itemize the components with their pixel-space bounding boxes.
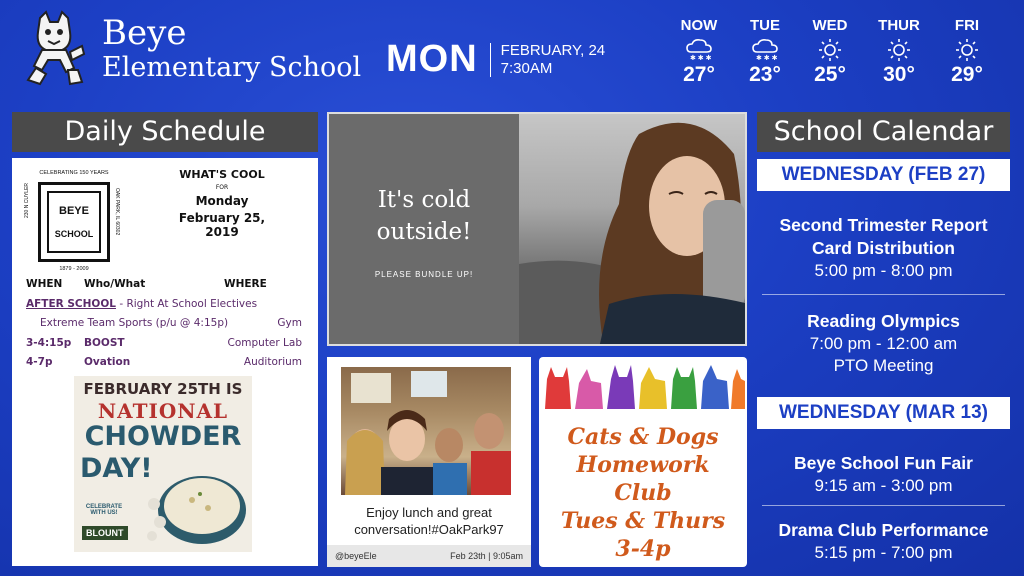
event-title: Beye School Fun Fair bbox=[794, 453, 973, 473]
svg-text:✱ ✱ ✱: ✱ ✱ ✱ bbox=[690, 55, 712, 61]
weather-fri bbox=[937, 17, 997, 87]
whats-cool-for: FOR bbox=[215, 184, 229, 191]
date-divider bbox=[490, 43, 491, 77]
event-title: Second Trimester Report bbox=[779, 215, 988, 235]
after-school-label: AFTER SCHOOL bbox=[26, 298, 116, 310]
stamp-years: 1879 - 2009 bbox=[59, 266, 89, 272]
event-title-line2: Card Distribution bbox=[812, 238, 955, 258]
club-line4: Tues & Thurs bbox=[560, 508, 726, 534]
stamp-left-text: 230 N CUYLER bbox=[24, 182, 30, 218]
date-time-block bbox=[386, 38, 605, 81]
cold-weather-title-line1: It's cold bbox=[377, 187, 471, 213]
stamp-inner-frame bbox=[47, 191, 101, 253]
chowder-bowl-image bbox=[144, 464, 248, 550]
calendar-date-mar13: WEDNESDAY (MAR 13) bbox=[757, 397, 1010, 429]
school-name-line2: Elementary School bbox=[102, 52, 362, 83]
weather-temp: 27° bbox=[683, 63, 715, 86]
row2-where: Computer Lab bbox=[227, 337, 302, 349]
weather-temp: 25° bbox=[814, 63, 846, 86]
chowder-line2: NATIONAL bbox=[97, 399, 229, 423]
snow-cloud-icon bbox=[751, 39, 779, 61]
cold-weather-banner bbox=[327, 112, 747, 346]
chowder-line1: FEBRUARY 25TH IS bbox=[83, 380, 243, 398]
club-line2: Homework bbox=[576, 452, 710, 478]
after-school-row bbox=[26, 298, 257, 310]
weather-now bbox=[669, 17, 729, 87]
daily-schedule-header: Daily Schedule bbox=[12, 112, 318, 152]
row1-where: Gym bbox=[277, 317, 302, 329]
daily-schedule-card bbox=[12, 158, 318, 566]
weather-label: THUR bbox=[878, 17, 920, 34]
sun-icon bbox=[956, 39, 978, 61]
club-line3: Club bbox=[614, 480, 672, 506]
after-school-desc: - Right At School Electives bbox=[115, 298, 258, 310]
social-post-user: @beyeEle bbox=[335, 551, 377, 561]
chowder-line4: DAY! bbox=[80, 453, 153, 484]
whats-cool-heading bbox=[162, 168, 282, 239]
school-name bbox=[102, 14, 361, 84]
sun-icon bbox=[819, 39, 841, 61]
event-note: PTO Meeting bbox=[833, 356, 934, 375]
row3-where: Auditorium bbox=[243, 356, 302, 368]
social-post-card bbox=[327, 357, 531, 567]
whats-cool-title: WHAT'S COOL bbox=[179, 168, 265, 181]
current-day: MON bbox=[386, 38, 478, 80]
event-time: 7:00 pm - 12:00 am bbox=[809, 334, 958, 353]
social-post-date: Feb 23th | 9:05am bbox=[450, 551, 523, 561]
cats-dogs-silhouettes-image bbox=[541, 359, 745, 411]
calendar-event-fun-fair bbox=[757, 452, 1010, 497]
row1-what: Extreme Team Sports (p/u @ 4:15p) bbox=[40, 317, 229, 329]
school-name-line1: Beye bbox=[102, 13, 187, 53]
svg-text:✱ ✱ ✱: ✱ ✱ ✱ bbox=[756, 55, 778, 61]
club-line1: Cats & Dogs bbox=[567, 424, 719, 450]
weather-label: FRI bbox=[954, 17, 980, 34]
social-post-text-line2: conversation!#OakPark97 bbox=[354, 522, 504, 537]
stamp-frame bbox=[38, 182, 110, 262]
club-line5: 3-4p bbox=[615, 536, 671, 562]
cold-weather-subtitle: PLEASE BUNDLE UP! bbox=[374, 270, 474, 279]
weather-tue bbox=[735, 17, 795, 87]
current-date: FEBRUARY, 24 bbox=[500, 41, 606, 59]
event-title: Reading Olympics bbox=[807, 311, 960, 331]
weather-label: WED bbox=[812, 17, 848, 34]
event-separator bbox=[762, 505, 1005, 506]
event-time: 5:15 pm - 7:00 pm bbox=[814, 543, 953, 562]
row3-what: Ovation bbox=[84, 356, 131, 368]
chowder-line3: CHOWDER bbox=[84, 421, 242, 452]
chowder-celebrate: CELEBRATE WITH US! bbox=[85, 504, 123, 516]
event-time: 5:00 pm - 8:00 pm bbox=[814, 261, 953, 280]
girl-in-winter-photo bbox=[519, 114, 747, 344]
calendar-event-report-cards bbox=[757, 214, 1010, 282]
cold-weather-text-panel bbox=[329, 114, 519, 344]
snow-cloud-icon bbox=[685, 39, 713, 61]
cold-weather-title bbox=[329, 184, 519, 248]
weather-wed bbox=[800, 17, 860, 87]
whats-cool-day: Monday bbox=[195, 194, 249, 208]
stamp-name1: BEYE bbox=[59, 205, 89, 217]
col-where: WHERE bbox=[224, 278, 267, 290]
weather-temp: 23° bbox=[749, 63, 781, 86]
cold-weather-title-line2: outside! bbox=[376, 219, 472, 245]
social-post-text-line1: Enjoy lunch and great bbox=[366, 505, 492, 520]
weather-thur bbox=[869, 17, 929, 87]
homework-club-card bbox=[539, 357, 747, 567]
col-when: WHEN bbox=[26, 278, 63, 290]
weather-label: TUE bbox=[750, 17, 780, 34]
row2-what: BOOST bbox=[84, 337, 125, 349]
school-calendar-header: School Calendar bbox=[757, 112, 1010, 152]
event-time: 9:15 am - 3:00 pm bbox=[814, 476, 953, 495]
weather-temp: 29° bbox=[951, 63, 983, 86]
whats-cool-date: February 25, 2019 bbox=[178, 211, 266, 239]
sun-icon bbox=[888, 39, 910, 61]
stamp-right-text: OAK PARK, IL 60302 bbox=[114, 188, 120, 236]
social-post-text bbox=[327, 504, 531, 538]
homework-club-text bbox=[539, 423, 747, 563]
calendar-date-feb27: WEDNESDAY (FEB 27) bbox=[757, 159, 1010, 191]
wildcat-mascot-logo bbox=[22, 10, 86, 88]
stamp-name2: SCHOOL bbox=[54, 229, 94, 239]
weather-label: NOW bbox=[680, 17, 718, 34]
social-post-footer bbox=[327, 545, 531, 567]
school-stamp bbox=[24, 170, 120, 274]
chowder-day-poster bbox=[74, 376, 252, 552]
weather-temp: 30° bbox=[883, 63, 915, 86]
col-who-what: Who/What bbox=[84, 278, 146, 290]
calendar-event-drama-club bbox=[757, 519, 1010, 564]
stamp-top-text: CELEBRATING 150 YEARS bbox=[39, 170, 109, 176]
event-title: Drama Club Performance bbox=[778, 520, 989, 540]
row3-when: 4-7p bbox=[26, 356, 53, 368]
current-time: 7:30AM bbox=[500, 59, 553, 77]
event-separator bbox=[762, 294, 1005, 295]
row2-when: 3-4:15p bbox=[26, 337, 72, 349]
chowder-brand: BLOUNT bbox=[82, 526, 128, 540]
calendar-event-reading-olympics bbox=[757, 310, 1010, 377]
lunch-group-photo bbox=[341, 367, 511, 495]
